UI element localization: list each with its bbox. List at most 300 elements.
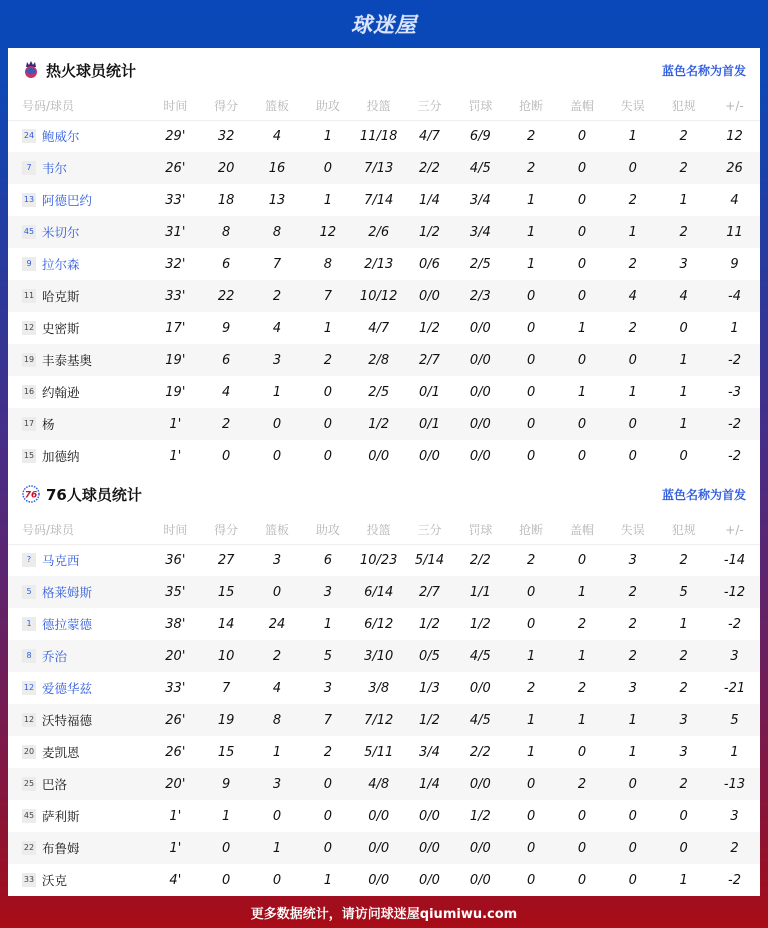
stat-cell: 14 bbox=[217, 616, 235, 632]
player-cell[interactable] bbox=[8, 120, 150, 152]
stat-cell: 9 bbox=[730, 256, 739, 272]
stat-cell: 2 bbox=[557, 768, 608, 800]
stat-cell: 0 bbox=[506, 280, 557, 312]
stat-cell: 7/12 bbox=[353, 704, 404, 736]
stat-cell: 0/0 bbox=[419, 448, 440, 464]
column-header[interactable]: 投篮 bbox=[353, 92, 404, 120]
column-header[interactable]: 抢断 bbox=[506, 516, 557, 544]
table-row[interactable] bbox=[8, 832, 760, 864]
player-cell[interactable] bbox=[8, 608, 150, 640]
stat-cell: 3 bbox=[252, 344, 303, 376]
stat-cell: 3/4 bbox=[469, 192, 491, 208]
player-cell[interactable] bbox=[8, 768, 150, 800]
stat-cell: 0 bbox=[679, 320, 688, 336]
stat-cell: 0 bbox=[252, 408, 303, 440]
table-row[interactable] bbox=[8, 408, 760, 440]
stat-cell: 0 bbox=[506, 768, 557, 800]
stat-cell: 11 bbox=[709, 216, 760, 248]
jersey-number: ? bbox=[22, 553, 36, 567]
stat-cell: 0/0 bbox=[404, 280, 455, 312]
stat-cell: 27 bbox=[217, 552, 235, 568]
stat-cell: 1 bbox=[557, 640, 608, 672]
table-row[interactable] bbox=[8, 376, 760, 408]
player-cell[interactable] bbox=[8, 736, 150, 768]
stat-cell: 26' bbox=[165, 744, 186, 760]
stat-cell: 0 bbox=[527, 872, 536, 888]
stat-cell: 5 bbox=[658, 576, 709, 608]
section-title-text: 热火球员统计 bbox=[46, 61, 137, 80]
stat-cell: 0 bbox=[628, 808, 637, 824]
player-cell[interactable] bbox=[8, 344, 150, 376]
player-name[interactable]: 鲍威尔 bbox=[42, 129, 80, 145]
stat-cell: 2 bbox=[658, 152, 709, 184]
stat-cell: 33' bbox=[165, 680, 186, 696]
player-cell[interactable] bbox=[8, 312, 150, 344]
stat-cell: 8 bbox=[201, 216, 252, 248]
stat-cell: 26 bbox=[709, 152, 760, 184]
stat-cell: 4 bbox=[272, 320, 282, 336]
stat-cell: 0/0 bbox=[419, 808, 440, 824]
player-name[interactable]: 爱德华兹 bbox=[42, 681, 93, 696]
stat-cell: 2 bbox=[658, 768, 709, 800]
stat-cell: 0/1 bbox=[404, 408, 455, 440]
stat-cell: 1/2 bbox=[469, 808, 491, 824]
jersey-number: 17 bbox=[22, 417, 36, 431]
column-header[interactable]: 号码/球员 bbox=[8, 516, 150, 544]
player-cell[interactable] bbox=[8, 576, 150, 608]
stat-cell: 0/0 bbox=[455, 408, 506, 440]
jersey-number: 15 bbox=[22, 449, 36, 463]
stat-cell: 4/5 bbox=[455, 640, 506, 672]
stat-cell: 0/0 bbox=[419, 872, 440, 888]
table-row[interactable] bbox=[8, 312, 760, 344]
player-name[interactable]: 米切尔 bbox=[42, 225, 80, 240]
stat-cell: 2/6 bbox=[353, 216, 404, 248]
stat-cell: 0 bbox=[628, 872, 637, 888]
stat-cell: 1 bbox=[730, 744, 739, 760]
player-cell[interactable] bbox=[8, 864, 150, 896]
stat-cell: 0 bbox=[506, 344, 557, 376]
stat-cell: -4 bbox=[709, 280, 760, 312]
stat-cell: 2 bbox=[679, 552, 688, 568]
column-header[interactable]: 篮板 bbox=[252, 92, 303, 120]
player-name[interactable]: 马克西 bbox=[42, 553, 80, 569]
player-name[interactable]: 麦凯恩 bbox=[42, 745, 80, 760]
stat-cell: 1/2 bbox=[404, 704, 455, 736]
table-row[interactable] bbox=[8, 864, 760, 896]
stat-cell: -21 bbox=[723, 680, 746, 696]
stat-cell: 0 bbox=[577, 808, 587, 824]
table-row[interactable] bbox=[8, 280, 760, 312]
stat-cell: 3/8 bbox=[368, 680, 390, 696]
stat-cell: 0 bbox=[658, 832, 709, 864]
stat-cell: 4/7 bbox=[368, 320, 390, 336]
stat-cell: 2 bbox=[628, 320, 637, 336]
stat-cell: 26' bbox=[150, 152, 201, 184]
stat-cell: 5/14 bbox=[414, 552, 445, 568]
stat-cell: 1 bbox=[323, 616, 332, 632]
stat-cell: -2 bbox=[728, 448, 741, 464]
player-name[interactable]: 拉尔森 bbox=[42, 257, 80, 272]
jersey-number: 5 bbox=[22, 585, 36, 599]
column-header[interactable]: 篮板 bbox=[252, 516, 303, 544]
stat-cell: 1 bbox=[323, 320, 332, 336]
stat-cell: 19' bbox=[165, 384, 186, 400]
column-header[interactable]: 助攻 bbox=[302, 92, 353, 120]
section-header bbox=[8, 472, 760, 516]
column-header[interactable]: 犯规 bbox=[658, 516, 709, 544]
player-cell[interactable] bbox=[8, 832, 150, 864]
stat-cell: 0 bbox=[323, 448, 332, 464]
jersey-number: 8 bbox=[22, 649, 36, 663]
table-row[interactable] bbox=[8, 248, 760, 280]
stat-cell: 1/2 bbox=[353, 408, 404, 440]
stat-cell: 8 bbox=[252, 216, 303, 248]
stat-cell: 1 bbox=[658, 408, 709, 440]
stat-cell: 1 bbox=[577, 320, 587, 336]
stat-cell: -2 bbox=[728, 616, 741, 632]
player-name[interactable]: 杨 bbox=[42, 417, 55, 432]
stat-cell: 0/0 bbox=[469, 872, 491, 888]
table-row[interactable] bbox=[8, 152, 760, 184]
stat-cell: 16 bbox=[252, 152, 303, 184]
stat-cell: 7/13 bbox=[353, 152, 404, 184]
stat-cell: -13 bbox=[709, 768, 760, 800]
stat-cell: 3/4 bbox=[419, 744, 440, 760]
table-row[interactable] bbox=[8, 768, 760, 800]
jersey-number: 12 bbox=[22, 681, 36, 695]
player-cell[interactable] bbox=[8, 440, 150, 472]
stat-cell: 0/0 bbox=[368, 808, 390, 824]
stat-cell: -14 bbox=[723, 552, 746, 568]
stat-cell: 0 bbox=[506, 832, 557, 864]
table-row[interactable] bbox=[8, 640, 760, 672]
table-row[interactable] bbox=[8, 440, 760, 472]
stat-cell: 0 bbox=[577, 448, 587, 464]
stat-cell: 2 bbox=[658, 640, 709, 672]
stat-cell: 0 bbox=[607, 344, 658, 376]
jersey-number: 11 bbox=[22, 289, 36, 303]
stat-cell: 0 bbox=[607, 768, 658, 800]
jersey-number: 19 bbox=[22, 353, 36, 367]
stat-cell: 0/0 bbox=[455, 768, 506, 800]
stat-cell: 9 bbox=[201, 768, 252, 800]
stat-cell: 4 bbox=[658, 280, 709, 312]
stat-cell: 0 bbox=[527, 384, 536, 400]
player-cell[interactable] bbox=[8, 672, 150, 704]
stat-cell: 1 bbox=[506, 704, 557, 736]
table-row[interactable] bbox=[8, 120, 760, 152]
stat-cell: -2 bbox=[709, 408, 760, 440]
stat-cell: 3 bbox=[679, 744, 688, 760]
stat-cell: 0 bbox=[557, 216, 608, 248]
stat-cell: 4/5 bbox=[455, 704, 506, 736]
player-name[interactable]: 萨利斯 bbox=[42, 809, 80, 824]
player-name[interactable]: 格莱姆斯 bbox=[42, 585, 93, 600]
stat-cell: 7 bbox=[272, 256, 282, 272]
table-row[interactable] bbox=[8, 672, 760, 704]
player-cell[interactable] bbox=[8, 640, 150, 672]
player-cell[interactable] bbox=[8, 216, 150, 248]
table-row[interactable] bbox=[8, 800, 760, 832]
stat-cell: 6 bbox=[222, 256, 231, 272]
column-header[interactable]: 抢断 bbox=[506, 92, 557, 120]
stat-cell: 1/2 bbox=[419, 616, 440, 632]
stat-cell: 2/5 bbox=[368, 384, 390, 400]
stat-cell: 1 bbox=[628, 384, 637, 400]
stat-cell: 0 bbox=[577, 128, 587, 144]
section-header bbox=[8, 48, 760, 92]
player-cell[interactable] bbox=[8, 800, 150, 832]
stat-cell: 3 bbox=[709, 640, 760, 672]
stat-cell: 15 bbox=[217, 744, 235, 760]
stat-cell: 15 bbox=[201, 576, 252, 608]
stat-cell: 10/12 bbox=[353, 280, 404, 312]
footer-banner[interactable] bbox=[0, 896, 768, 928]
stat-cell: 2 bbox=[607, 576, 658, 608]
stat-cell: 0 bbox=[222, 872, 231, 888]
jersey-number: 1 bbox=[22, 617, 36, 631]
player-name[interactable]: 加德纳 bbox=[42, 449, 80, 464]
player-cell[interactable] bbox=[8, 248, 150, 280]
player-name[interactable]: 哈克斯 bbox=[42, 289, 80, 304]
player-name[interactable]: 巴洛 bbox=[42, 777, 68, 792]
stat-cell: 2 bbox=[527, 680, 536, 696]
stat-cell: 0 bbox=[557, 344, 608, 376]
column-header[interactable]: 助攻 bbox=[302, 516, 353, 544]
stat-cell: 2/13 bbox=[364, 256, 394, 272]
stat-cell: 26' bbox=[150, 704, 201, 736]
stat-cell: 0 bbox=[272, 872, 282, 888]
player-name[interactable]: 韦尔 bbox=[42, 161, 68, 176]
stat-cell: 1/3 bbox=[419, 680, 440, 696]
column-header[interactable]: +/- bbox=[709, 516, 760, 544]
stat-cell: 10 bbox=[201, 640, 252, 672]
stat-cell: 0 bbox=[506, 408, 557, 440]
stat-cell: 29' bbox=[165, 128, 186, 144]
stat-cell: -12 bbox=[709, 576, 760, 608]
player-name[interactable]: 沃克 bbox=[42, 873, 68, 888]
player-cell[interactable] bbox=[8, 408, 150, 440]
column-header[interactable]: 犯规 bbox=[658, 92, 709, 120]
player-name[interactable]: 沃特福德 bbox=[42, 713, 93, 728]
stat-cell: 1 bbox=[506, 216, 557, 248]
table-row[interactable] bbox=[8, 344, 760, 376]
svg-text:76: 76 bbox=[24, 490, 38, 501]
stat-cell: 1/1 bbox=[455, 576, 506, 608]
stat-cell: 0 bbox=[577, 192, 587, 208]
stat-cell: 0 bbox=[607, 408, 658, 440]
column-header[interactable]: 盖帽 bbox=[557, 92, 608, 120]
stat-cell: 3 bbox=[252, 768, 303, 800]
stat-cell: 0 bbox=[527, 448, 536, 464]
table-header-row bbox=[8, 516, 760, 544]
stat-cell: 24 bbox=[268, 616, 286, 632]
app-header bbox=[0, 0, 768, 48]
stat-cell: 5 bbox=[302, 640, 353, 672]
table-row[interactable] bbox=[8, 216, 760, 248]
player-stats-table bbox=[8, 516, 760, 896]
table-row[interactable] bbox=[8, 576, 760, 608]
stat-cell: 0 bbox=[679, 448, 688, 464]
stat-cell: 1' bbox=[150, 408, 201, 440]
stat-cell: 6/12 bbox=[364, 616, 394, 632]
stat-cell: 1 bbox=[730, 320, 739, 336]
stat-cell: 0 bbox=[506, 576, 557, 608]
player-name[interactable]: 德拉蒙德 bbox=[42, 617, 93, 632]
column-header[interactable]: 得分 bbox=[201, 92, 252, 120]
stat-cell: 4 bbox=[607, 280, 658, 312]
stat-cell: 0 bbox=[252, 576, 303, 608]
stat-cell: 36' bbox=[165, 552, 186, 568]
qiumiwu-logo: 球迷屋 bbox=[351, 13, 417, 37]
player-cell[interactable] bbox=[8, 704, 150, 736]
stat-cell: 4 bbox=[272, 680, 282, 696]
column-header[interactable]: 罚球 bbox=[455, 92, 506, 120]
stat-cell: 2/7 bbox=[404, 576, 455, 608]
76ers-logo-icon bbox=[22, 485, 40, 503]
footer-text: 更多数据统计，请访问球迷屋qiumiwu.com bbox=[250, 906, 518, 922]
stat-cell: 0 bbox=[527, 616, 536, 632]
stat-cell: 19' bbox=[150, 344, 201, 376]
stat-cell: 12 bbox=[726, 128, 743, 144]
stat-cell: 7 bbox=[302, 280, 353, 312]
player-name[interactable]: 布鲁姆 bbox=[42, 841, 80, 856]
column-header[interactable]: 时间 bbox=[150, 92, 201, 120]
stat-cell: 0 bbox=[323, 808, 332, 824]
column-header[interactable]: 投篮 bbox=[353, 516, 404, 544]
stat-cell: 1 bbox=[557, 576, 608, 608]
stat-cell: 1 bbox=[272, 384, 282, 400]
stat-cell: 1/4 bbox=[419, 192, 440, 208]
stat-cell: 0/1 bbox=[419, 384, 440, 400]
stat-cell: 2/5 bbox=[469, 256, 491, 272]
player-name[interactable]: 丰泰基奥 bbox=[42, 353, 93, 368]
column-header[interactable]: 罚球 bbox=[455, 516, 506, 544]
column-header[interactable]: 失误 bbox=[607, 516, 658, 544]
stat-cell: 2 bbox=[628, 616, 637, 632]
stat-cell: 0/0 bbox=[353, 832, 404, 864]
stat-cell: 0 bbox=[302, 152, 353, 184]
stat-cell: 20' bbox=[150, 640, 201, 672]
player-name[interactable]: 约翰逊 bbox=[42, 385, 80, 400]
stat-cell: 0 bbox=[302, 832, 353, 864]
column-header[interactable]: 盖帽 bbox=[557, 516, 608, 544]
stat-cell: 0 bbox=[628, 448, 637, 464]
table-row[interactable] bbox=[8, 184, 760, 216]
stat-cell: 3 bbox=[323, 680, 332, 696]
stat-cell: 1 bbox=[658, 344, 709, 376]
column-header[interactable]: 时间 bbox=[150, 516, 201, 544]
stat-cell: -3 bbox=[728, 384, 741, 400]
stat-cell: 2 bbox=[607, 640, 658, 672]
stat-cell: 1 bbox=[628, 744, 637, 760]
stat-cell: 2/2 bbox=[404, 152, 455, 184]
stat-cell: 33' bbox=[165, 192, 186, 208]
stat-cell: -2 bbox=[728, 872, 741, 888]
stat-cell: 0 bbox=[201, 832, 252, 864]
table-row[interactable] bbox=[8, 704, 760, 736]
stat-cell: 6 bbox=[201, 344, 252, 376]
stat-cell: 8 bbox=[252, 704, 303, 736]
stats-card bbox=[8, 48, 760, 896]
player-name[interactable]: 阿德巴约 bbox=[42, 193, 93, 208]
table-row[interactable] bbox=[8, 544, 760, 576]
stat-cell: 2/3 bbox=[455, 280, 506, 312]
stat-cell: 33' bbox=[150, 280, 201, 312]
player-cell[interactable] bbox=[8, 152, 150, 184]
player-cell[interactable] bbox=[8, 280, 150, 312]
stat-cell: 1 bbox=[679, 192, 688, 208]
table-header-row bbox=[8, 92, 760, 120]
player-cell[interactable] bbox=[8, 184, 150, 216]
stat-cell: 1 bbox=[272, 744, 282, 760]
table-row[interactable] bbox=[8, 736, 760, 768]
stat-cell: 1 bbox=[323, 872, 332, 888]
stat-cell: 4/7 bbox=[419, 128, 440, 144]
stat-cell: 31' bbox=[150, 216, 201, 248]
column-header[interactable]: 三分 bbox=[404, 92, 455, 120]
column-header[interactable]: +/- bbox=[709, 92, 760, 120]
player-stats-table bbox=[8, 92, 760, 472]
stat-cell: 0 bbox=[577, 872, 587, 888]
stat-cell: 0 bbox=[607, 152, 658, 184]
jersey-number: 12 bbox=[22, 321, 36, 335]
column-header[interactable]: 得分 bbox=[201, 516, 252, 544]
stat-cell: 2 bbox=[658, 216, 709, 248]
stat-cell: 1 bbox=[252, 832, 303, 864]
stat-cell: 1 bbox=[323, 128, 332, 144]
stat-cell: 0 bbox=[222, 448, 231, 464]
column-header[interactable]: 三分 bbox=[404, 516, 455, 544]
column-header[interactable]: 号码/球员 bbox=[8, 92, 150, 120]
stat-cell: 0/0 bbox=[469, 320, 491, 336]
stat-cell: 0/0 bbox=[455, 832, 506, 864]
team-section-0 bbox=[8, 48, 760, 472]
player-cell[interactable] bbox=[8, 376, 150, 408]
stat-cell: 6/9 bbox=[469, 128, 491, 144]
stat-cell: 2 bbox=[201, 408, 252, 440]
stat-cell: 0 bbox=[272, 808, 282, 824]
section-title-text: 76人球员统计 bbox=[46, 485, 142, 504]
stat-cell: 38' bbox=[165, 616, 186, 632]
stat-cell: 0 bbox=[577, 256, 587, 272]
stat-cell: 4 bbox=[272, 128, 282, 144]
stat-cell: 9 bbox=[222, 320, 231, 336]
stat-cell: 4 bbox=[730, 192, 739, 208]
stat-cell: 2 bbox=[527, 552, 536, 568]
stat-cell: 7 bbox=[222, 680, 231, 696]
stat-cell: 2 bbox=[577, 680, 587, 696]
stat-cell: 7 bbox=[302, 704, 353, 736]
player-cell[interactable] bbox=[8, 544, 150, 576]
jersey-number: 12 bbox=[22, 713, 36, 727]
stat-cell: 0/5 bbox=[404, 640, 455, 672]
jersey-number: 45 bbox=[22, 809, 36, 823]
stat-cell: 3 bbox=[730, 808, 739, 824]
column-header[interactable]: 失误 bbox=[607, 92, 658, 120]
stat-cell: 0 bbox=[557, 832, 608, 864]
stat-cell: 2 bbox=[252, 280, 303, 312]
table-row[interactable] bbox=[8, 608, 760, 640]
player-name[interactable]: 乔治 bbox=[42, 649, 68, 664]
stat-cell: 1/2 bbox=[419, 320, 440, 336]
stat-cell: 0 bbox=[557, 152, 608, 184]
player-name[interactable]: 史密斯 bbox=[42, 321, 80, 336]
stat-cell: 4' bbox=[169, 872, 182, 888]
stat-cell: 12 bbox=[302, 216, 353, 248]
stat-cell: 3 bbox=[272, 552, 282, 568]
